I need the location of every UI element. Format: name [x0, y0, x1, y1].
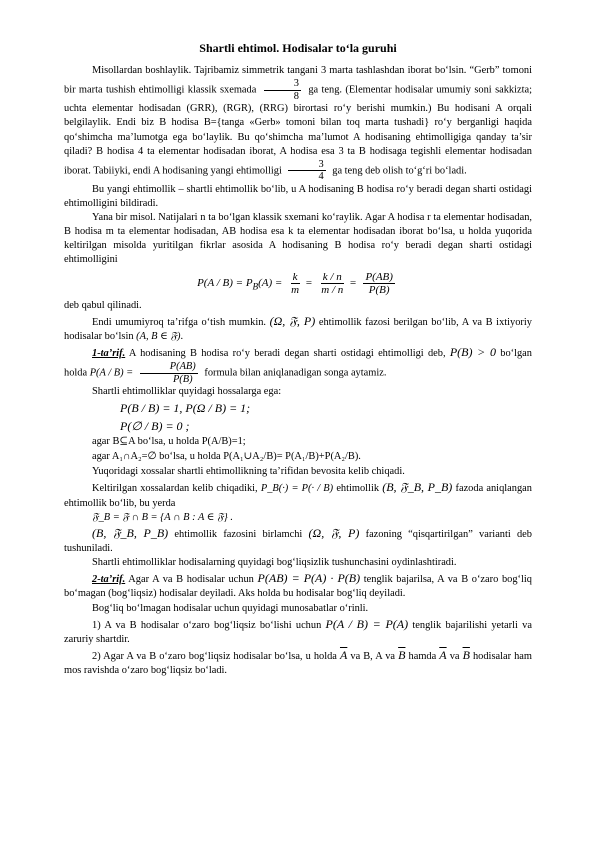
definition-1: 1-ta’rif. A hodisaning B hodisa ro‘y beradi degan sharti ostidagi ehtimolligi deb, P(B) > 0 bo‘lgan holda P(A / B) = $\frac{P(AB)}{P(B)}$ formula bilan aniqlanadigan songa aytamiz. — [64, 345, 532, 385]
formula-conditional-classic: $P(A / B) = P_B(A)$ = $\frac{k}{m}$ = $\frac{k / n}{m / n}$ = $\frac{P(AB)}{P(B)}$ — [197, 270, 393, 296]
events-in-sigma: (A, B ∈ 𝔉) — [136, 331, 181, 343]
paragraph-general-definition: Endi umumiyroq ta’rifga o‘tish mumkin. (Ω, 𝔉, P) ehtimollik fazosi berilgan bo‘lib, A va B ixtiyoriy hodisalar bo‘lsin (A, B ∈ 𝔉). — [64, 313, 532, 343]
property-3: agar B⊆A bo‘lsa, u holda P(A/B)=1; — [92, 436, 246, 447]
paragraph-accepted: deb qabul qilinadi. — [64, 299, 142, 311]
property-2: P(∅ / B) = 0 ; — [120, 418, 190, 433]
property-1: P(B / B) = 1, P(Ω / B) = 1; — [120, 401, 251, 416]
paragraph-second-example: Yana bir misol. Natijalari n ta bo‘lgan klassik sxemani ko‘raylik. Agar A hodisa r ta elementar hodisadan, B hodisa m ta elementar hodisadan, AB hodisa esa k ta elementar hodisadan iborat bo‘lsa, u holda yuqorida keltirilgan misolda yuritilgan fikrlar asosida A hodisaning B hodisa ro‘y beradi degan sharti ostidagi ehtimolligini — [64, 212, 532, 266]
fraction-three-eighths: $\frac{3}{8}$ — [264, 78, 301, 102]
probability-space: (Ω, 𝔉, P) — [269, 313, 316, 328]
property-4: agar A₁∩A₂=∅ bo‘lsa, u holda P(A₁∪A₂/B)= P(A₁/B)+P(A₂/B). — [92, 451, 361, 463]
intro-text-a: Misollardan boshlaylik. Tajribamiz simmetrik tangani 3 marta tashlashdan iborat bo‘lsin. “Gerb” tomoni bir marta tushish ehtimolligi klassik sxemada — [64, 65, 532, 96]
definition-2-label: 2-ta’rif. — [92, 574, 126, 586]
relation-1: 1) A va B hodisalar o‘zaro bog‘liqsiz bo‘lishi uchun P(A / B) = P(A) tenglik bajarilishi yetarli va zaruriy shartdir. — [64, 616, 532, 645]
properties-conclusion: Yuqoridagi xossalar shartli ehtimollikning ta’rifidan bevosita kelib chiqadi. — [92, 466, 405, 478]
definition-1-label: 1-ta’rif. — [92, 348, 126, 360]
intro-text-b: ga teng. (Elementar hodisalar umumiy soni sakkizta; uchta elementar hodisadan (GRR), (RGR), (RRG) birortasi ro‘y berishi mumkin.) Bu hodisani A orqali belgilaylik. Endi biz B hodisa B={tanga «Gerb» tomoni bilan toq marta tushadi} ro‘y berganligi haqida qo‘shimcha ma’lumotga ega bo‘laylik. Bu qo‘shimcha ma’lumot A hodisaning ehtimolligiga qanday ta’sir qiladi? B hodisa 4 ta elementar hodisadan iborat, A hodisa esa 3 ta B hodisaga tegishli elementar hodisadan iborat. Tabiiyki, endi A hodisaning yangi ehtimolligi — [64, 84, 533, 177]
fraction-three-quarters: $\frac{3}{4}$ — [288, 159, 325, 183]
paragraph-reduced-space: Keltirilgan xossalardan kelib chiqadiki, P_B(·) = P(· / B) ehtimollik (B, 𝔉_B, P_B) fazoda aniqlangan ehtimollik bo‘lib, bu yerda — [64, 480, 532, 509]
definition-2: 2-ta’rif. Agar A va B hodisalar uchun P(AB) = P(A) · P(B) tenglik bajarilsa, A va B o‘zaro bog‘liq bo‘magan (bog‘liqsiz) hodisalar deyiladi. Aks holda bu hodisalar bog‘liq deyiladi. — [64, 571, 532, 600]
properties-intro: Shartli ehtimolliklar quyidagi hossalarga ega: — [92, 386, 282, 398]
document-page — [64, 40, 532, 678]
sigma-algebra-definition: 𝔉_B = 𝔉 ∩ B = {A ∩ B : A ∈ 𝔉} . — [92, 511, 233, 523]
paragraph-intro — [64, 64, 532, 182]
paragraph-conditional-meaning: Bu yangi ehtimollik – shartli ehtimollik bo‘lib, u A hodisaning B hodisa ro‘y beradi degan sharti ostidagi ehtimolligini bildiradi. — [64, 183, 532, 209]
page-title: Shartli ehtimol. Hodisalar to‘la guruhi — [199, 41, 397, 55]
fraction-conditional: $\frac{P(AB)}{P(B)}$ — [140, 361, 198, 385]
paragraph-relations-intro: Bog‘liq bo‘lmagan hodisalar uchun quyidagi munosabatlar o‘rinli. — [92, 602, 369, 614]
paragraph-independence-intro: Shartli ehtimolliklar hodisalarning quyidagi bog‘liqsizlik tushunchasini oydinlashtiradi. — [92, 557, 457, 569]
relation-2: 2) Agar A va B o‘zaro bog‘liqsiz hodisalar bo‘lsa, u holda $\overline{A}$ va B, A va $\overline{B}$ hamda $\overline{A}$ va $\overline{B}$ hodisalar ham mos ravishda o‘zaro bog‘liqsiz bo‘ladi. — [64, 647, 532, 677]
paragraph-shortened-variant: (B, 𝔉_B, P_B) ehtimollik fazosini birlamchi (Ω, 𝔉, P) fazoning “qisqartirilgan” varianti deb tushuniladi. — [64, 525, 532, 554]
intro-text-c: ga teng deb olish to‘g‘ri bo‘ladi. — [332, 165, 467, 177]
